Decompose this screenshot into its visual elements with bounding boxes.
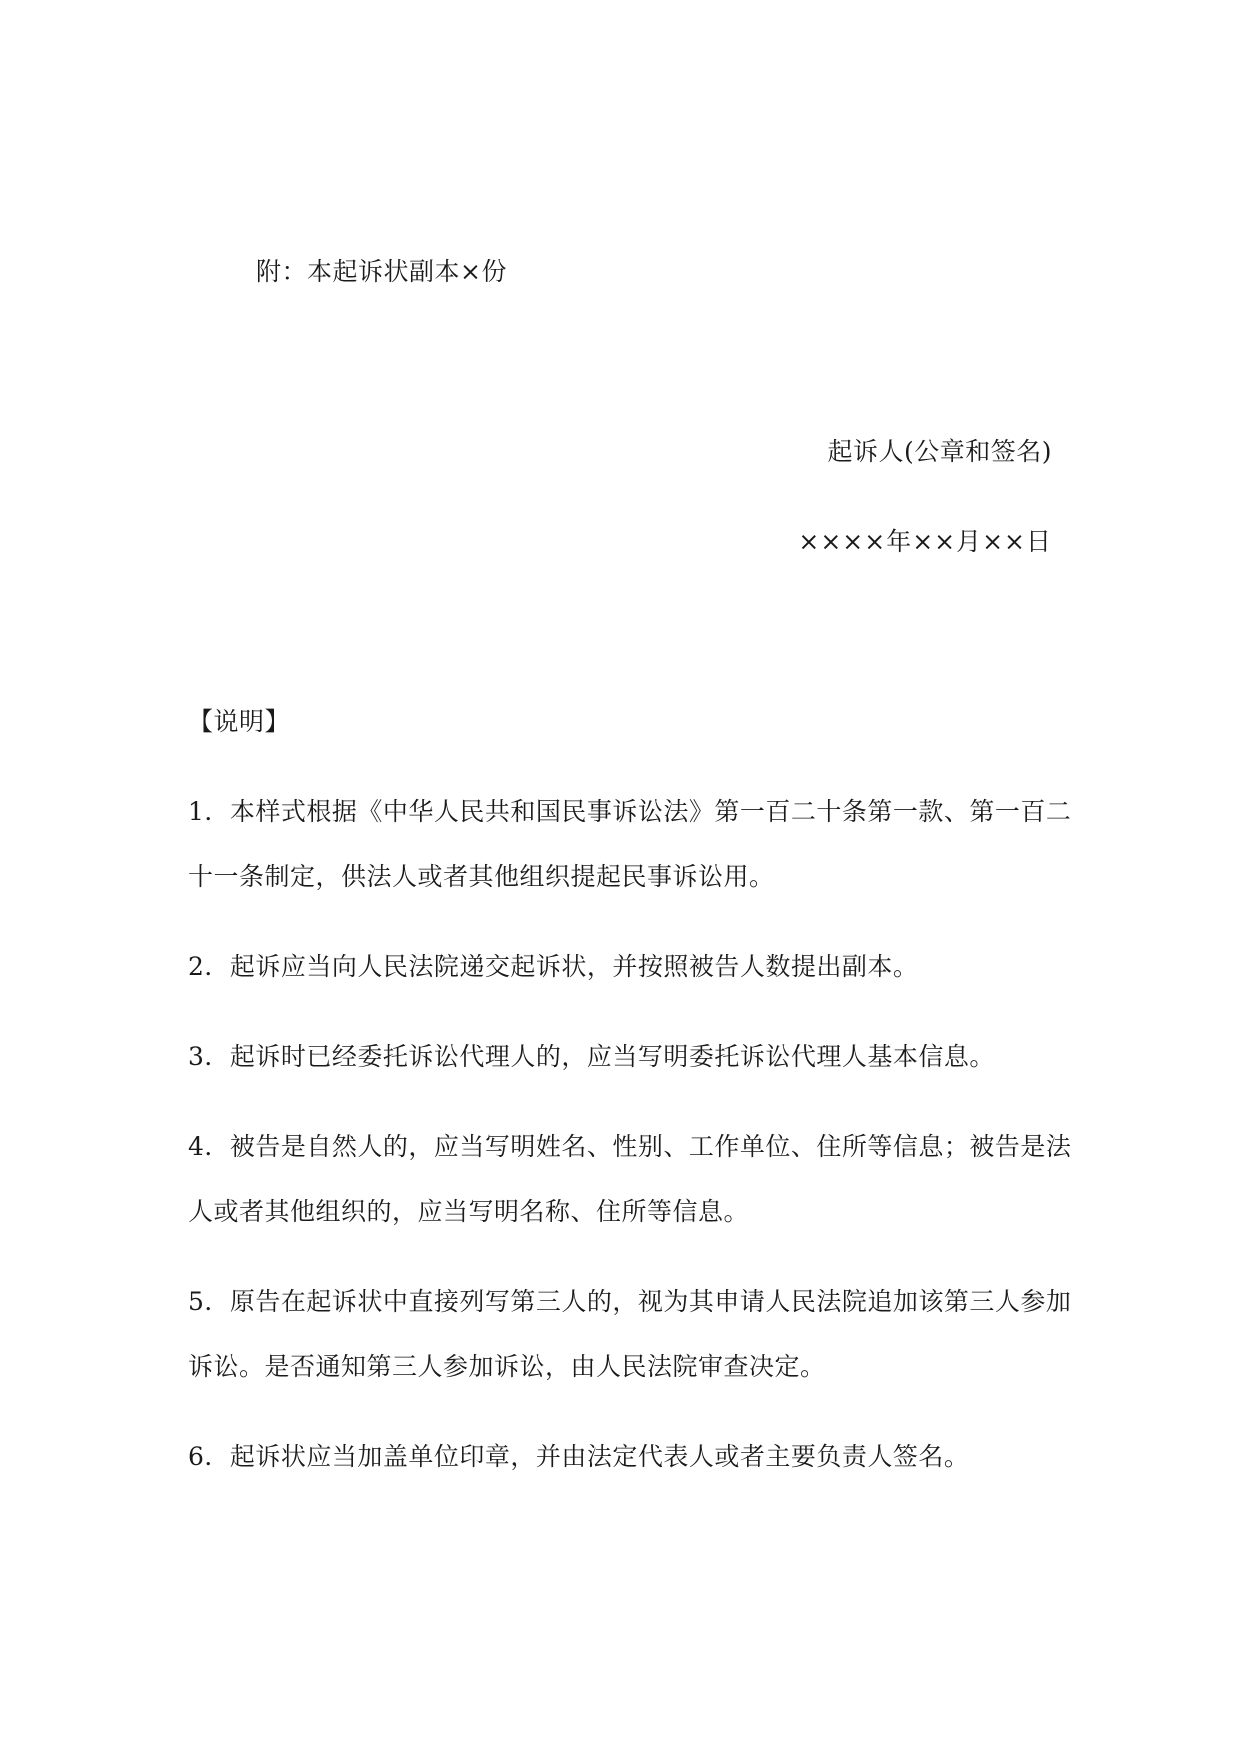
notes-title: 【说明】 <box>188 707 291 736</box>
note-line: 2．起诉应当向人民法院递交起诉状，并按照被告人数提出副本。 <box>188 952 919 981</box>
signer-line: 起诉人(公章和签名) <box>827 437 1052 466</box>
note-line: 3．起诉时已经委托诉讼代理人的，应当写明委托诉讼代理人基本信息。 <box>188 1042 995 1071</box>
date-line: ××××年××月××日 <box>798 527 1052 556</box>
note-line: 十一条制定，供法人或者其他组织提起民事诉讼用。 <box>188 862 775 891</box>
note-line: 6．起诉状应当加盖单位印章，并由法定代表人或者主要负责人签名。 <box>188 1442 970 1471</box>
note-line: 人或者其他组织的，应当写明名称、住所等信息。 <box>188 1197 750 1226</box>
attachment-line: 附：本起诉状副本×份 <box>256 257 507 286</box>
note-line: 诉讼。是否通知第三人参加诉讼，由人民法院审查决定。 <box>188 1352 826 1381</box>
note-line: 1．本样式根据《中华人民共和国民事诉讼法》第一百二十条第一款、第一百二 <box>188 797 1072 826</box>
note-line: 5．原告在起诉状中直接列写第三人的，视为其申请人民法院追加该第三人参加 <box>188 1287 1072 1316</box>
note-line: 4．被告是自然人的，应当写明姓名、性别、工作单位、住所等信息；被告是法 <box>188 1132 1072 1161</box>
